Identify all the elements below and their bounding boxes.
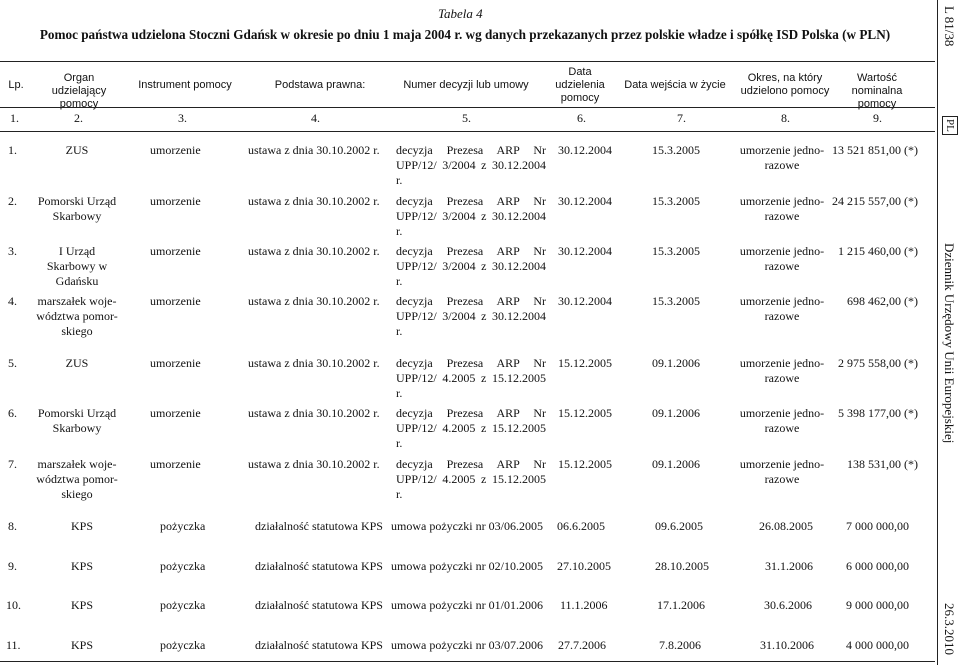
margin-sidebar bbox=[937, 0, 960, 665]
cell-podstawa: ustawa z dnia 30.10.2002 r. bbox=[248, 356, 380, 370]
cell-numer: umowa pożyczki nr 03/06.2005 bbox=[391, 519, 543, 533]
cell-organ: KPS bbox=[71, 638, 94, 652]
cell-data-wejscia: 09.1.2006 bbox=[652, 457, 700, 471]
cell-data-udzielenia: 11.1.2006 bbox=[560, 598, 608, 612]
cell-data-wejscia: 15.3.2005 bbox=[652, 143, 700, 157]
cell-data-wejscia: 09.1.2006 bbox=[652, 406, 700, 420]
cell-lp: 4. bbox=[8, 294, 17, 308]
cell-wartosc: 6 000 000,00 bbox=[846, 559, 909, 573]
cell-okres: 26.08.2005 bbox=[759, 519, 813, 533]
cell-numer: decyzja Prezesa ARP Nr UPP/12/ 3/2004 z 30.12.2004 r. bbox=[396, 294, 546, 338]
cell-organ: marszałek woje-wództwa pomor-skiego bbox=[36, 457, 118, 501]
cell-podstawa: ustawa z dnia 30.10.2002 r. bbox=[248, 294, 380, 308]
header-wartosc: Wartość nominalna pomocy bbox=[851, 72, 903, 110]
cell-podstawa: ustawa z dnia 30.10.2002 r. bbox=[248, 457, 380, 471]
colnum-rule bbox=[0, 131, 935, 132]
cell-data-udzielenia: 30.12.2004 bbox=[558, 194, 612, 208]
cell-data-udzielenia: 30.12.2004 bbox=[558, 294, 612, 308]
cell-organ: Pomorski Urząd Skarbowy bbox=[37, 194, 117, 223]
cell-data-wejscia: 09.6.2005 bbox=[655, 519, 703, 533]
cell-okres: 31.1.2006 bbox=[765, 559, 813, 573]
header-lp: Lp. bbox=[8, 79, 24, 91]
cell-data-udzielenia: 27.7.2006 bbox=[558, 638, 606, 652]
cell-lp: 10. bbox=[6, 598, 21, 612]
header-data-wejscia: Data wejścia w życie bbox=[624, 79, 726, 91]
cell-numer: decyzja Prezesa ARP Nr UPP/12/ 3/2004 z 30.12.2004 r. bbox=[396, 194, 546, 238]
cell-okres: umorzenie jedno-razowe bbox=[739, 457, 825, 486]
colnum-3: 3. bbox=[178, 111, 187, 125]
colnum-4: 4. bbox=[311, 111, 320, 125]
cell-numer: decyzja Prezesa ARP Nr UPP/12/ 4.2005 z 15.12.2005 r. bbox=[396, 457, 546, 501]
cell-instrument: pożyczka bbox=[160, 598, 206, 612]
page-reference: L 81/38 bbox=[942, 6, 957, 47]
cell-data-wejscia: 7.8.2006 bbox=[659, 638, 701, 652]
cell-instrument: umorzenie bbox=[150, 294, 201, 308]
cell-okres: umorzenie jedno-razowe bbox=[739, 406, 825, 435]
cell-data-udzielenia: 15.12.2005 bbox=[558, 457, 612, 471]
cell-data-wejscia: 15.3.2005 bbox=[652, 244, 700, 258]
cell-lp: 2. bbox=[8, 194, 17, 208]
table-label: Tabela 4 bbox=[438, 6, 483, 21]
cell-instrument: umorzenie bbox=[150, 194, 201, 208]
cell-organ: KPS bbox=[71, 519, 94, 533]
cell-numer: decyzja Prezesa ARP Nr UPP/12/ 3/2004 z 30.12.2004 r. bbox=[396, 143, 546, 187]
cell-organ: marszałek woje-wództwa pomor-skiego bbox=[36, 294, 118, 338]
cell-numer: decyzja Prezesa ARP Nr UPP/12/ 3/2004 z 30.12.2004 r. bbox=[396, 244, 546, 288]
cell-organ: ZUS bbox=[65, 356, 89, 370]
cell-data-wejscia: 17.1.2006 bbox=[657, 598, 705, 612]
header-organ: Organ udzielający pomocy bbox=[51, 72, 107, 110]
colnum-8: 8. bbox=[781, 111, 790, 125]
cell-wartosc: 2 975 558,00 (*) bbox=[838, 356, 918, 370]
header-okres: Okres, na który udzielono pomocy bbox=[740, 72, 830, 97]
cell-okres: umorzenie jedno-razowe bbox=[739, 244, 825, 273]
header-podstawa: Podstawa prawna: bbox=[274, 79, 366, 91]
cell-podstawa: działalność statutowa KPS bbox=[255, 638, 383, 652]
cell-instrument: umorzenie bbox=[150, 356, 201, 370]
cell-instrument: umorzenie bbox=[150, 244, 201, 258]
cell-data-udzielenia: 06.6.2005 bbox=[557, 519, 605, 533]
cell-instrument: umorzenie bbox=[150, 457, 201, 471]
cell-instrument: pożyczka bbox=[160, 638, 206, 652]
table-top-rule bbox=[0, 61, 935, 62]
colnum-7: 7. bbox=[677, 111, 686, 125]
cell-instrument: umorzenie bbox=[150, 406, 201, 420]
cell-wartosc: 5 398 177,00 (*) bbox=[838, 406, 918, 420]
cell-numer: umowa pożyczki nr 02/10.2005 bbox=[391, 559, 543, 573]
cell-wartosc: 24 215 557,00 (*) bbox=[832, 194, 918, 208]
cell-lp: 5. bbox=[8, 356, 17, 370]
header-instrument: Instrument pomocy bbox=[138, 79, 232, 91]
cell-okres: umorzenie jedno-razowe bbox=[739, 294, 825, 323]
cell-wartosc: 1 215 460,00 (*) bbox=[838, 244, 918, 258]
cell-podstawa: działalność statutowa KPS bbox=[255, 559, 383, 573]
journal-name: Dziennik Urzędowy Unii Europejskiej bbox=[942, 243, 957, 444]
cell-data-wejscia: 15.3.2005 bbox=[652, 294, 700, 308]
cell-podstawa: ustawa z dnia 30.10.2002 r. bbox=[248, 406, 380, 420]
cell-wartosc: 138 531,00 (*) bbox=[847, 457, 918, 471]
cell-okres: 31.10.2006 bbox=[760, 638, 814, 652]
cell-data-udzielenia: 30.12.2004 bbox=[558, 244, 612, 258]
cell-organ: KPS bbox=[71, 559, 94, 573]
cell-numer: umowa pożyczki nr 01/01.2006 bbox=[391, 598, 543, 612]
cell-lp: 7. bbox=[8, 457, 17, 471]
cell-data-wejscia: 09.1.2006 bbox=[652, 356, 700, 370]
cell-lp: 11. bbox=[6, 638, 21, 652]
cell-wartosc: 7 000 000,00 bbox=[846, 519, 909, 533]
colnum-9: 9. bbox=[873, 111, 882, 125]
table-bottom-rule bbox=[0, 661, 935, 662]
cell-data-wejscia: 28.10.2005 bbox=[655, 559, 709, 573]
header-numer: Numer decyzji lub umowy bbox=[403, 79, 529, 91]
cell-data-wejscia: 15.3.2005 bbox=[652, 194, 700, 208]
cell-data-udzielenia: 15.12.2005 bbox=[558, 356, 612, 370]
cell-instrument: umorzenie bbox=[150, 143, 201, 157]
cell-organ: Pomorski Urząd Skarbowy bbox=[37, 406, 117, 435]
cell-podstawa: ustawa z dnia 30.10.2002 r. bbox=[248, 143, 380, 157]
cell-data-udzielenia: 15.12.2005 bbox=[558, 406, 612, 420]
cell-instrument: pożyczka bbox=[160, 519, 206, 533]
cell-lp: 3. bbox=[8, 244, 17, 258]
cell-wartosc: 698 462,00 (*) bbox=[847, 294, 918, 308]
cell-podstawa: ustawa z dnia 30.10.2002 r. bbox=[248, 194, 380, 208]
colnum-6: 6. bbox=[577, 111, 586, 125]
cell-numer: decyzja Prezesa ARP Nr UPP/12/ 4.2005 z 15.12.2005 r. bbox=[396, 356, 546, 400]
header-rule bbox=[0, 107, 935, 108]
colnum-1: 1. bbox=[10, 111, 19, 125]
cell-organ: ZUS bbox=[65, 143, 89, 157]
colnum-5: 5. bbox=[462, 111, 471, 125]
cell-lp: 6. bbox=[8, 406, 17, 420]
cell-lp: 1. bbox=[8, 143, 17, 157]
cell-wartosc: 4 000 000,00 bbox=[846, 638, 909, 652]
cell-podstawa: działalność statutowa KPS bbox=[255, 519, 383, 533]
cell-organ: I Urząd Skarbowy w Gdańsku bbox=[46, 244, 108, 288]
colnum-2: 2. bbox=[74, 111, 83, 125]
cell-okres: 30.6.2006 bbox=[764, 598, 812, 612]
cell-okres: umorzenie jedno-razowe bbox=[739, 194, 825, 223]
cell-numer: umowa pożyczki nr 03/07.2006 bbox=[391, 638, 543, 652]
page-title: Pomoc państwa udzielona Stoczni Gdańsk w okresie po dniu 1 maja 2004 r. wg danych przekazanych przez polskie władze i spółkę ISD Polska (w PLN) bbox=[39, 27, 891, 42]
cell-numer: decyzja Prezesa ARP Nr UPP/12/ 4.2005 z 15.12.2005 r. bbox=[396, 406, 546, 450]
cell-podstawa: ustawa z dnia 30.10.2002 r. bbox=[248, 244, 380, 258]
header-data-udzielenia: Data udzielenia pomocy bbox=[555, 66, 605, 104]
language-badge: PL bbox=[942, 116, 958, 135]
cell-podstawa: działalność statutowa KPS bbox=[255, 598, 383, 612]
cell-okres: umorzenie jedno-razowe bbox=[739, 143, 825, 172]
cell-lp: 9. bbox=[8, 559, 17, 573]
cell-instrument: pożyczka bbox=[160, 559, 206, 573]
cell-lp: 8. bbox=[8, 519, 17, 533]
cell-wartosc: 9 000 000,00 bbox=[846, 598, 909, 612]
cell-wartosc: 13 521 851,00 (*) bbox=[832, 143, 918, 157]
cell-data-udzielenia: 30.12.2004 bbox=[558, 143, 612, 157]
publication-date: 26.3.2010 bbox=[942, 603, 957, 655]
cell-organ: KPS bbox=[71, 598, 94, 612]
cell-okres: umorzenie jedno-razowe bbox=[739, 356, 825, 385]
cell-data-udzielenia: 27.10.2005 bbox=[557, 559, 611, 573]
